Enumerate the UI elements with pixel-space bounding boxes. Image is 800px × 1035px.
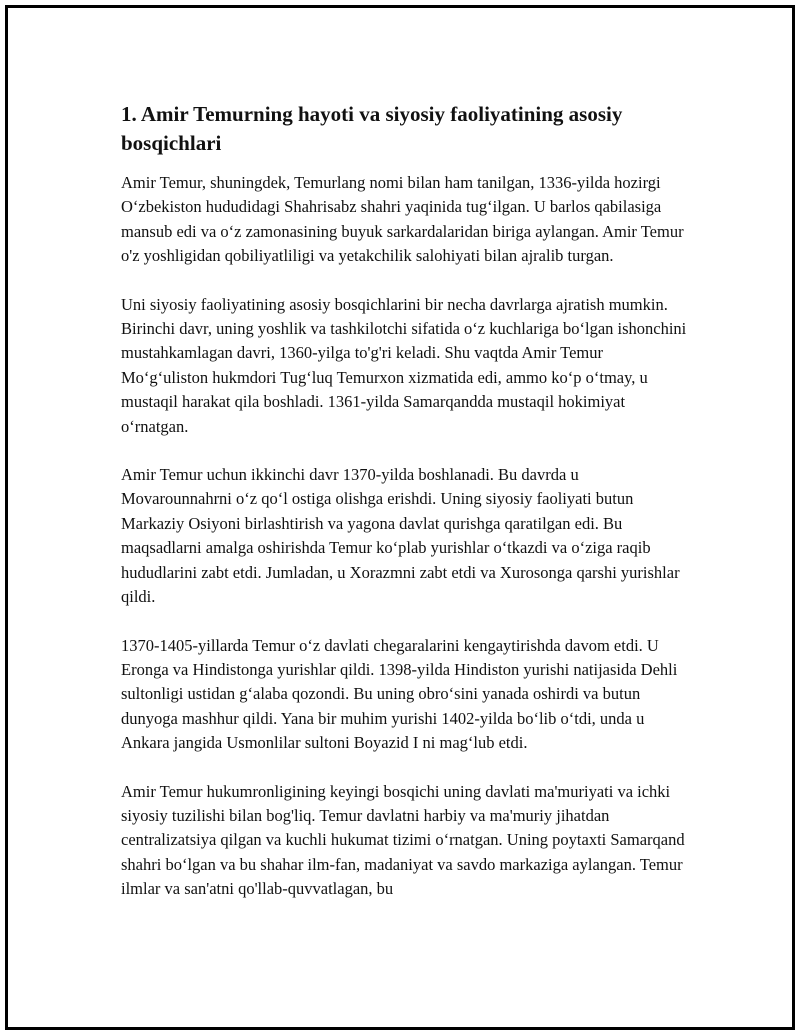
paragraph-4: 1370-1405-yillarda Temur o‘z davlati chegaralarini kengaytirishda davom etdi. U Eronga va Hindistonga yurishlar qildi. 1398-yilda Hindiston yurishi natijasida Dehli sultonligi ustidan g‘alaba qozondi. Bu uning obro‘sini yanada oshirdi va butun dunyoga mashhur qildi. Yana bir muhim yurishi 1402-yilda bo‘lib o‘tdi, unda u Ankara jangida Usmonlilar sultoni Boyazid I ni mag‘lub etdi.: [121, 635, 678, 753]
paragraph-1: Amir Temur, shuningdek, Temurlang nomi bilan ham tanilgan, 1336-yilda hozirgi O‘zbekiston hududidagi Shahrisabz shahri yaqinida tug‘ilgan. U barlos qabilasiga mansub edi va o‘z zamonasining buyuk sarkardalaridan biriga aylangan. Amir Temur o'z yoshligidan qobiliyatliligi va yetakchilik salohiyati bilan ajralib turgan.: [121, 173, 684, 266]
document-body: [121, 100, 691, 926]
paragraph-2: Uni siyosiy faoliyatining asosiy bosqichlarini bir necha davrlarga ajratish mumkin. Birinchi davr, uning yoshlik va tashkilotchi sifatida o‘z kuchlariga bo‘lgan ishonchini mustahkamlagan davri, 1360-yilga to'g'ri keladi. Shu vaqtda Amir Temur Mo‘g‘uliston hukmdori Tug‘luq Temurxon xizmatida edi, ammo ko‘p o‘tmay, u mustaqil harakat qila boshladi. 1361-yilda Samarqandda mustaqil hokimiyat o‘rnatgan.: [121, 294, 687, 436]
page-frame: [5, 5, 795, 1030]
paragraph-3: Amir Temur uchun ikkinchi davr 1370-yilda boshlanadi. Bu davrda u Movarounnahrni o‘z qo‘l ostiga olishga erishdi. Uning siyosiy faoliyati butun Markaziy Osiyoni birlashtirish va yagona davlat qurishga qaratilgan edi. Bu maqsadlarni amalga oshirishda Temur ko‘plab yurishlar o‘tkazdi va o‘ziga raqib hududlarini zabt etdi. Jumladan, u Xorazmni zabt etdi va Xurosonga qarshi yurishlar qildi.: [121, 465, 680, 607]
section-heading: 1. Amir Temurning hayoti va siyosiy faoliyatining asosiy bosqichlari: [121, 102, 623, 155]
paragraph-5: Amir Temur hukumronligining keyingi bosqichi uning davlati ma'muriyati va ichki siyosiy tuzilishi bilan bog'liq. Temur davlatni harbiy va ma'muriy jihatdan centralizatsiya qilgan va kuchli hukumat tizimi o‘rnatgan. Uning poytaxti Samarqand shahri bo‘lgan va bu shahar ilm-fan, madaniyat va savdo markaziga aylangan. Temur ilmlar va san'atni qo'llab-quvvatlagan, bu: [121, 781, 685, 899]
